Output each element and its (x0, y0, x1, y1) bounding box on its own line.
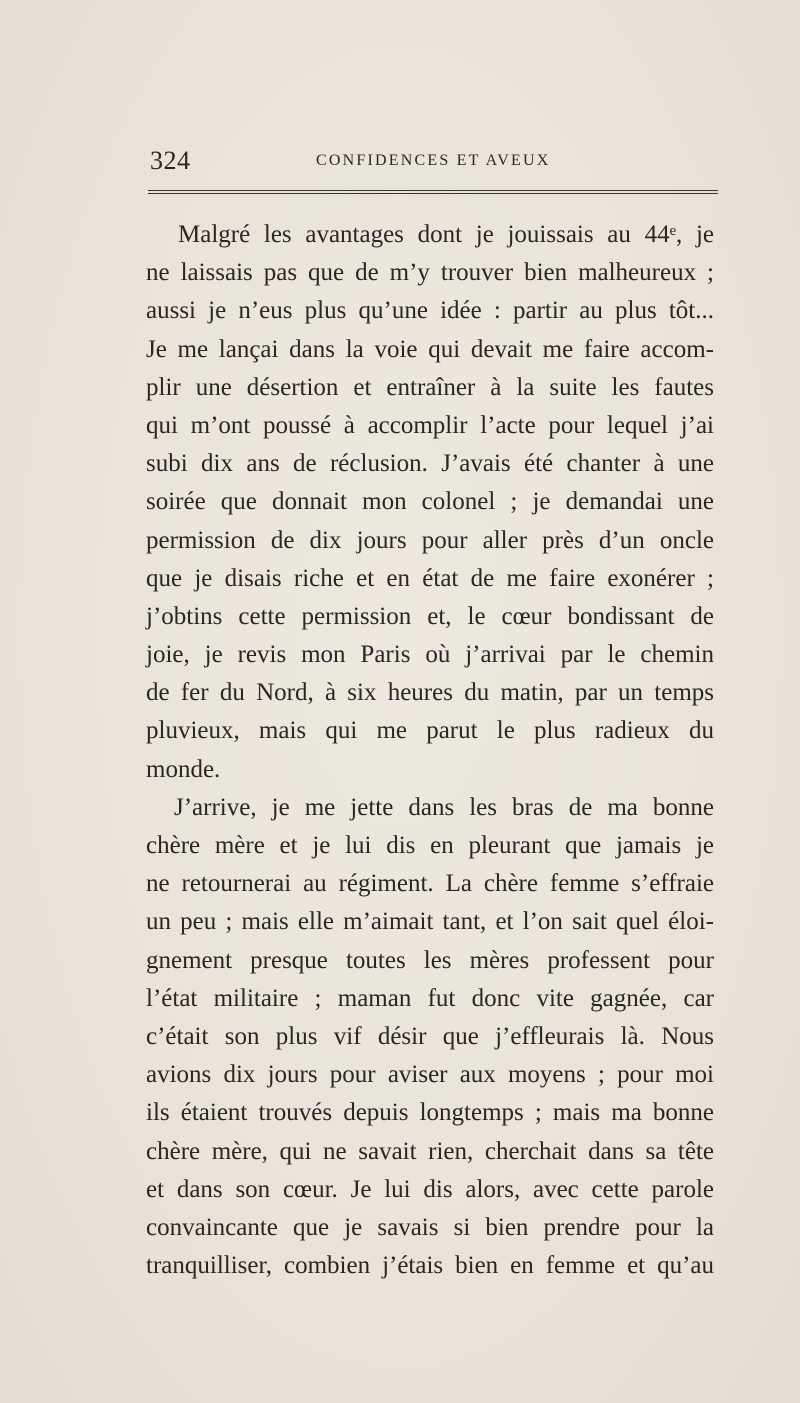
running-head: CONFIDENCES ET AVEUX (316, 152, 551, 169)
text-line: qui m’ont poussé à accomplir l’acte pour lequel j’ai (146, 411, 714, 439)
text-line: plir une désertion et entraîner à la suite les fautes (146, 373, 714, 401)
text-line: et dans son cœur. Je lui dis alors, avec cette parole (146, 1175, 714, 1203)
text-line: avions dix jours pour aviser aux moyens ; pour moi (146, 1061, 714, 1089)
text-line: aussi je n’eus plus qu’une idée : partir au plus tôt... (146, 297, 714, 325)
text-line: Je me lançai dans la voie qui devait me faire accom- (146, 335, 714, 363)
text-line: que je disais riche et en état de me faire exonérer ; (146, 564, 714, 592)
text-line: j’obtins cette permission et, le cœur bondissant de (146, 602, 714, 630)
header-rule (148, 190, 718, 191)
text-line: joie, je revis mon Paris où j’arrivai par le chemin (146, 641, 714, 669)
text-line: c’était son plus vif désir que j’effleurais là. Nous (146, 1022, 714, 1050)
text-line: un peu ; mais elle m’aimait tant, et l’on sait quel éloi- (146, 908, 714, 936)
text-line: Malgré les avantages dont je jouissais au 44ᵉ, je (178, 221, 714, 248)
text-line: monde. (146, 755, 221, 783)
text-line: J’arrive, je me jette dans les bras de ma bonne (174, 793, 714, 821)
page-number: 324 (150, 146, 191, 175)
text-line: soirée que donnait mon colonel ; je demandai une (146, 488, 714, 516)
text-line: subi dix ans de réclusion. J’avais été chanter à une (146, 450, 714, 478)
header-rule-secondary (148, 193, 718, 194)
text-line: tranquilliser, combien j’étais bien en femme et qu’au (146, 1252, 714, 1280)
page-header (150, 146, 715, 178)
text-line: chère mère et je lui dis en pleurant que jamais je (146, 832, 714, 859)
text-line: pluvieux, mais qui me parut le plus radieux du (146, 717, 714, 745)
text-line: ne laissais pas que de m’y trouver bien malheureux ; (146, 259, 714, 287)
text-line: convaincante que je savais si bien prendre pour la (146, 1213, 714, 1241)
text-line: ils étaient trouvés depuis longtemps ; mais ma bonne (146, 1099, 714, 1127)
text-line: de fer du Nord, à six heures du matin, par un temps (146, 679, 714, 707)
text-line: l’état militaire ; maman fut donc vite gagnée, car (146, 984, 714, 1012)
text-line: ne retournerai au régiment. La chère femme s’effraie (146, 870, 714, 898)
text-line: chère mère, qui ne savait rien, cherchait dans sa tête (146, 1137, 714, 1165)
text-line: permission de dix jours pour aller près d’un oncle (146, 526, 714, 554)
body-text (146, 216, 714, 1285)
text-line: gnement presque toutes les mères professent pour (146, 946, 714, 974)
